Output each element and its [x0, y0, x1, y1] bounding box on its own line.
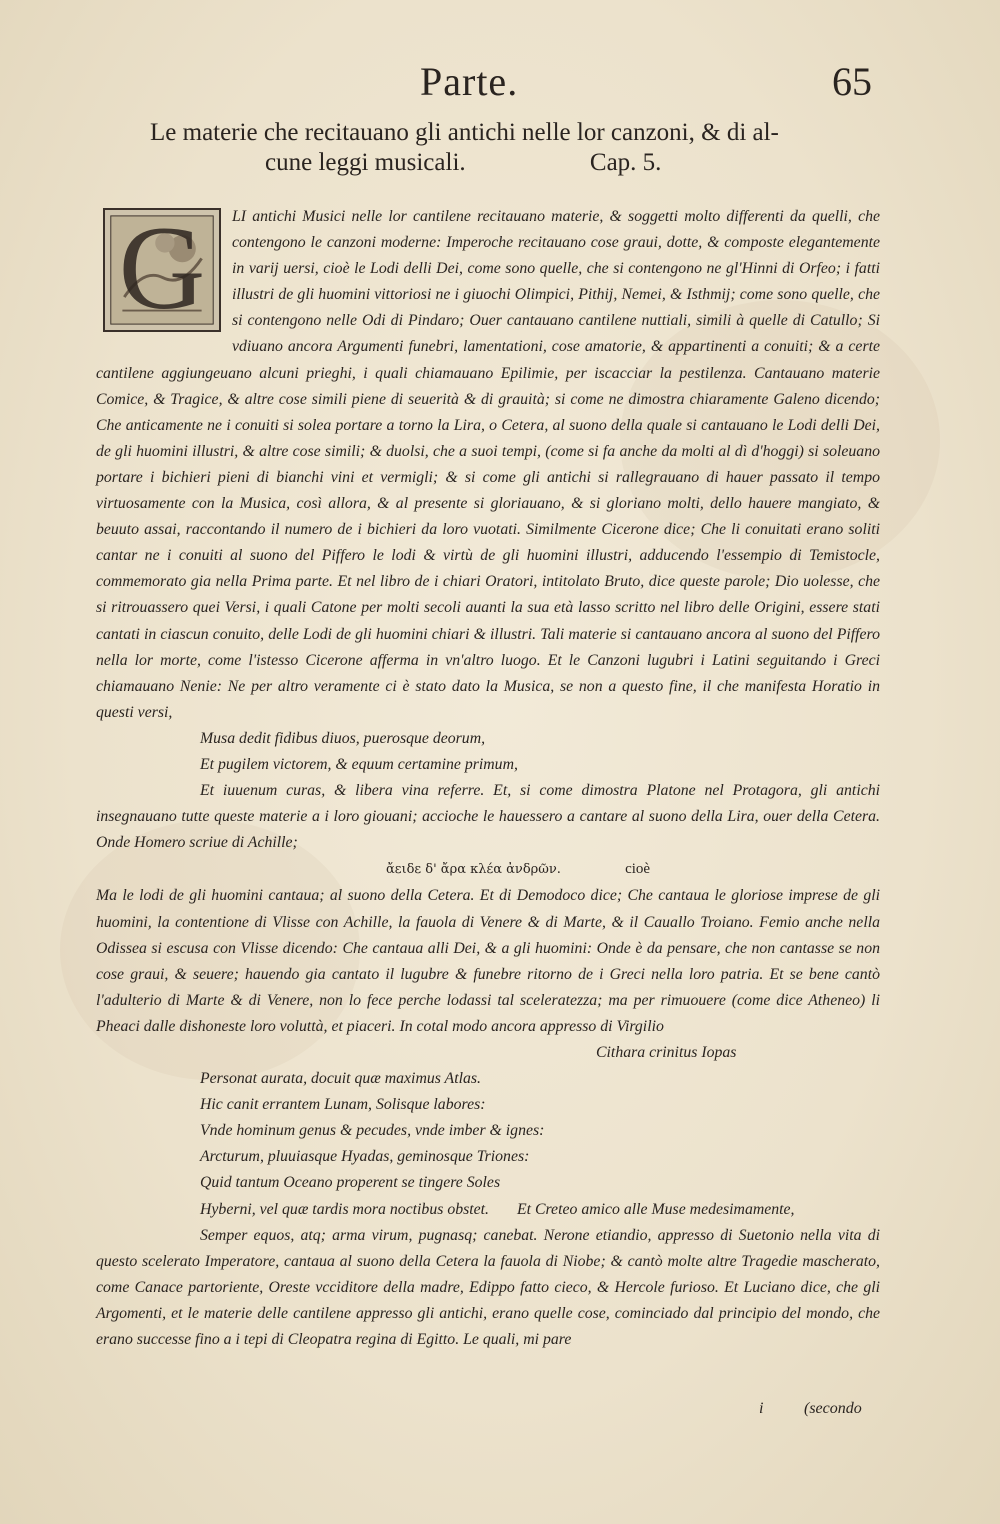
verse-line: Semper equos, atq; arma virum, pugnasq; canebat. — [200, 1226, 544, 1244]
page-number: 65 — [832, 59, 872, 104]
chapter-heading — [150, 118, 870, 178]
verse-line: Hic canit errantem Lunam, Solisque labores: — [200, 1096, 486, 1114]
verse-line: Hyberni, vel quæ tardis mora noctibus obstet. — [200, 1200, 490, 1218]
paragraph: Nerone etiandio, appresso di Suetonio nella vita di questo scelerato Imperatore, cantaua al suono della Cetera la fauola di Niobe; & cantò molte altre Tragedie mascherato, come Canace partoriente, Oreste vcciditore della madre, Edippo fatto cieco, & Hercole furioso. Et Luciano dice, che gli Argomenti, et le materie delle cantilene appresso gli antichi, erano quelle cose, cominciado dal principio del mondo, che erano successe fino a i tepi di Cleopatra regina di Egitto. Le quali, mi pare — [96, 1226, 880, 1349]
initial-letter: G — [118, 201, 206, 334]
paragraph: Ma le lodi de gli huomini cantaua; al suono della Cetera. Et di Demodoco dice; Che cantaua le gloriose imprese de gli huomini, la contentione di Vlisse con Achille, la fauola di Venere & di Marte, & il Cauallo Troiano. Femio anche nella Odissea si escusa con Vlisse dicendo: Che cantaua alli Dei, & a gli huomini: Onde è da pensare, che non cantasse se non cose graui, & seuere; hauendo gia cantato il lugubre & funebre ritorno de i Greci nella loro patria. Et se bene cantò l'adulterio di Marte & di Venere, non lo fece perche lodassi tal sceleratezza; ma per rimuouere (come dice Atheneo) li Pheaci dalle dishoneste loro voluttà, et piaceri. In cotal modo ancora appresso di Virgilio — [96, 887, 880, 1035]
verse-line: Musa dedit fidibus diuos, puerosque deorum, — [200, 729, 486, 747]
greek-quote — [156, 856, 880, 883]
greek-gloss: cioè — [625, 861, 651, 878]
chapter-label: Cap. 5. — [589, 149, 662, 176]
initial-spacer — [96, 201, 232, 338]
verse-line: Personat aurata, docuit quæ maximus Atlas. — [200, 1070, 481, 1088]
verse-line: Vnde hominum genus & pecudes, vnde imber & ignes: — [200, 1122, 545, 1140]
paragraph: Et, si come dimostra Platone nel Protagora, gli antichi insegnauano tutte queste materie a i loro giouani; accioche le hauessero a cantare al suono della Lira, ouer della Cetera. Onde Homero scriue di Achille; — [96, 782, 881, 852]
verse-line-row — [200, 1197, 880, 1223]
body-text — [96, 201, 881, 1353]
verse-line: Quid tantum Oceano properent se tingere Soles — [200, 1174, 501, 1192]
page-header — [0, 58, 1000, 108]
running-head: Parte. — [420, 59, 519, 104]
paragraph: LI antichi Musici nelle lor cantilene recitauano materie, & soggetti molto differenti da quelli, che contengono le canzoni moderne: Imperoche recitauano cose graui, dotte, & composte elegantemente in varij uersi, cioè le Lodi delli Dei, come sono quelle, che si contengono ne gl'Hinni di Orfeo; i fatti illustri de gli huomini vittoriosi ne i giuochi Olimpici, Pithij, Nemei, & Isthmij; come sono quelle, che si contengono nelle Odi di Pindaro; Ouer cantauano cantilene nuttiali, simili à quelle di Catullo; Si vdiuano ancora Argumenti funebri, lamentationi, cose amatorie, & appartinenti a conuiti; & a certe cantilene aggiungeuano alcuni prieghi, i quali chiamauano Epilimie, per iscacciar la pestilenza. Cantauano materie Comice, & Tragice, & altre cose simili piene di seuerità & di grauità; si come ne dimostra chiaramente Galeno dicendo; Che anticamente ne i conuiti si solea portare a torno la Lira, o Cetera, al suono della quale si cantauano le Lodi delli Dei, de gli huomini illustri, & altre cose simili; & duolsi, che a suoi tempi, (come si fa anche da molti al dì d'hoggi) si soleuano portare i bichieri pieni di bianchi vini et vermigli; & si come gli antichi si rallegrauano di hauer passato il tempo virtuosamente con la Musica, così allora, & al presente si gloriauano, & si gloriano molti, dello hauere mangiato, & beuuto assai, raccontando il numero de i bichieri da loro vuotati. Similmente Cicerone dice; Che li conuitati erano soliti cantar ne i conuiti al suono del Piffero le lodi & virtù de gli huomini illustri, adducendo l'essempio di Temistocle, commemorato gia nella Prima parte. Et nel libro de i chiari Oratori, intitolato Bruto, dice queste parole; Dio uolesse, che si ritrouassero quei Versi, i quali Catone per molti secoli auanti la sua età lasso scritto nel libro delle Origini, essere stati cantati in ciascun conuito, delle Lodi de gli huomini chiari & illustri. Tali materie si cantauano ancora al suono del Piffero nella lor morte, come l'istesso Cicerone afferma in vn'altro luogo. Et le Canzoni lugubri i Latini seguitando i Greci chiamauano Nenie: Ne per altro veramente ci è stato dato la Musica, se non a questo fine, il che manifesta Horatio in questi versi, — [96, 208, 880, 721]
catchword: (secondo — [804, 1400, 862, 1417]
chapter-title-line2-row — [150, 148, 870, 178]
verse-line: Et iuuenum curas, & libera vina referre. — [200, 782, 494, 800]
greek-line: ἄειδε δ' ἄρα κλέα ἀνδρῶν. — [385, 862, 561, 878]
verse-tail: Et Creteo amico alle Muse medesimamente, — [516, 1200, 795, 1218]
verse-line: Arcturum, pluuiasque Hyadas, geminosque Triones: — [200, 1148, 530, 1166]
chapter-title-line2: cune leggi musicali. — [265, 149, 466, 176]
chapter-title-line1: Le materie che recitauano gli antichi nelle lor canzoni, & di al- — [150, 119, 779, 146]
verse-line: Et pugilem victorem, & equum certamine primum, — [200, 755, 518, 773]
verse-intro: Cithara crinitus Iopas — [596, 1044, 737, 1061]
signature-mark: i — [759, 1400, 764, 1417]
page-footer — [0, 1400, 1000, 1430]
